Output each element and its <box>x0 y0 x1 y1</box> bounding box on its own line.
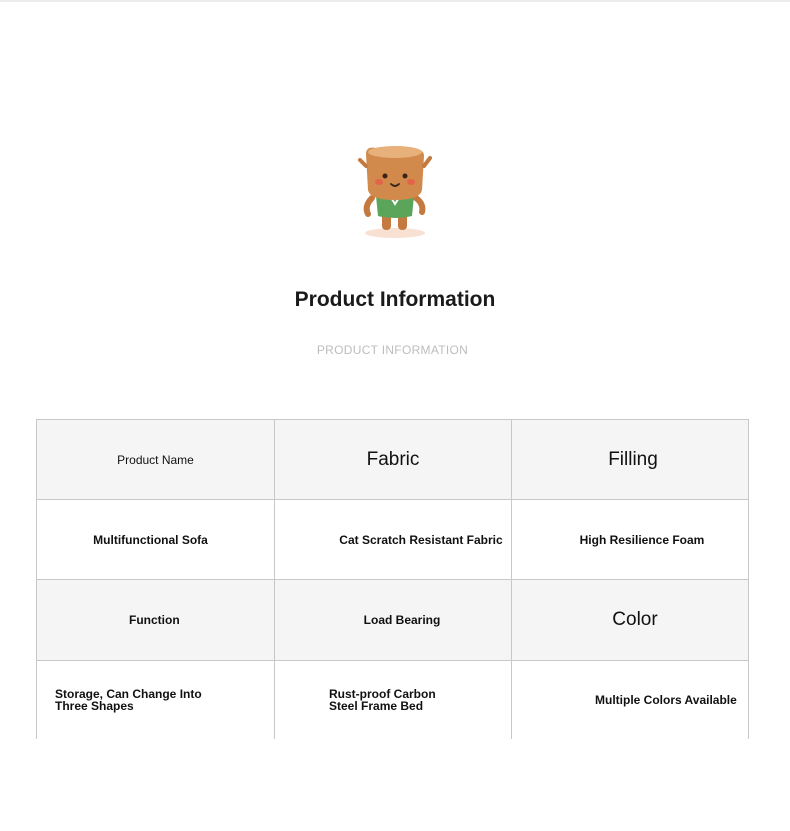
cell-text: Load Bearing <box>363 613 441 627</box>
cell-text: Storage, Can Change Into Three Shapes <box>55 687 202 713</box>
tree-stump-mascot-icon <box>352 140 438 242</box>
cell-text: Rust-proof Carbon Steel Frame Bed <box>329 687 436 713</box>
table-cell <box>512 661 748 739</box>
table-cell <box>37 661 275 739</box>
cell-text: Fabric <box>366 448 420 470</box>
table-cell <box>275 420 512 499</box>
table-cell <box>275 500 512 579</box>
table-row <box>37 661 748 739</box>
top-divider <box>0 0 790 2</box>
table-row <box>37 500 748 580</box>
cell-text: Multifunctional Sofa <box>93 532 208 547</box>
table-cell <box>512 500 748 579</box>
table-cell <box>37 580 275 660</box>
table-row <box>37 580 748 661</box>
cell-text: Multiple Colors Available <box>595 693 737 707</box>
cell-text: High Resilience Foam <box>579 532 705 547</box>
cell-text: Filling <box>608 448 658 470</box>
cell-text: Product Name <box>117 452 194 467</box>
table-cell <box>275 661 512 739</box>
product-info-table <box>36 419 749 739</box>
page-subtitle: PRODUCT INFORMATION <box>316 343 469 357</box>
table-cell <box>512 420 748 499</box>
table-cell <box>37 500 275 579</box>
table-cell <box>275 580 512 660</box>
cell-text: Cat Scratch Resistant Fabric <box>339 532 503 547</box>
cell-text: Color <box>612 609 658 630</box>
cell-text: Function <box>129 613 180 627</box>
page-title: Product Information <box>294 288 496 311</box>
table-cell <box>37 420 275 499</box>
table-row <box>37 420 748 500</box>
table-cell <box>512 580 748 660</box>
